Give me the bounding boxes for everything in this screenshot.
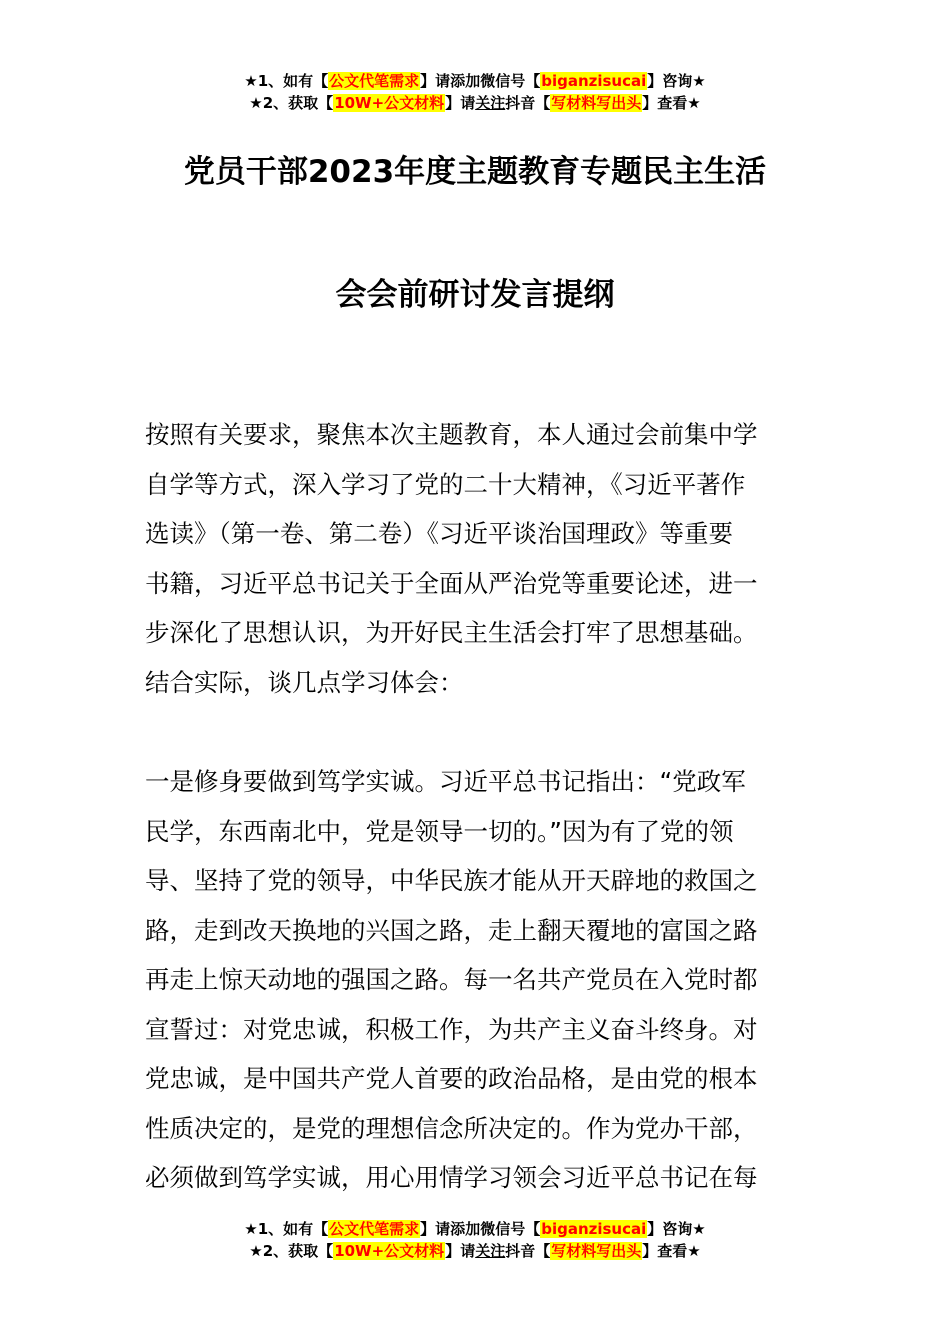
- banner-text: ★2、获取【: [249, 1242, 334, 1260]
- text-line: 必须做到笃学实诚，用心用情学习领会习近平总书记在每: [145, 1163, 758, 1192]
- text-line: 一是修身要做到笃学实诚。习近平总书记指出：“党政军: [145, 767, 746, 796]
- footer-banner: [0, 1218, 950, 1262]
- paragraph-point-one: [145, 757, 810, 1203]
- banner-text: 抖音【: [505, 94, 551, 112]
- banner-text: 】请添: [420, 72, 466, 90]
- banner-text: 加: [465, 1220, 481, 1238]
- banner-line-1: [0, 70, 950, 92]
- banner-text: ★1、如有【: [244, 1220, 329, 1238]
- highlight-service: 公文代笔需求: [329, 1220, 420, 1238]
- paragraph-intro: [145, 410, 810, 707]
- banner-text: 】咨询★: [647, 1220, 706, 1238]
- banner-text: ★1、如有【: [244, 72, 329, 90]
- banner-text: 微信号【: [480, 1220, 541, 1238]
- banner-text: 】查看★: [642, 94, 701, 112]
- text-line: 按照有关要求，聚焦本次主题教育，本人通过会前集中学: [145, 420, 758, 449]
- banner-text: 关注: [475, 1242, 506, 1260]
- banner-line-2: [0, 92, 950, 114]
- text-line: 书籍，习近平总书记关于全面从严治党等重要论述，进一: [145, 568, 758, 598]
- highlight-wechat-id: biganzisucai: [541, 72, 647, 90]
- highlight-service: 公文代笔需求: [329, 72, 420, 90]
- banner-text: 关注: [475, 94, 506, 112]
- banner-text: 抖音【: [505, 1242, 551, 1260]
- header-banner: [0, 70, 950, 114]
- banner-text: 微信号【: [480, 72, 541, 90]
- highlight-wechat-id: biganzisucai: [541, 1220, 647, 1238]
- text-line: 路，走到改天换地的兴国之路，走上翻天覆地的富国之路: [145, 915, 758, 945]
- banner-text: ★2、获取【: [249, 94, 334, 112]
- text-line: 性质决定的，是党的理想信念所决定的。作为党办干部，: [145, 1113, 758, 1143]
- banner-text: 】请添: [420, 1220, 466, 1238]
- banner-text: 】请: [445, 94, 476, 112]
- highlight-materials: 10W+公文材料: [334, 1242, 445, 1260]
- document-title-line-1: 党员干部2023年度主题教育专题民主生活: [183, 154, 767, 190]
- text-line: 再走上惊天动地的强国之路。每一名共产党员在入党时都: [145, 965, 758, 994]
- banner-text: 加: [465, 72, 481, 90]
- text-line: 导、坚持了党的领导，中华民族才能从开天辟地的救国之: [145, 866, 758, 895]
- banner-text: 】咨询★: [647, 72, 706, 90]
- highlight-douyin-account: 写材料写出头: [551, 1242, 642, 1260]
- highlight-materials: 10W+公文材料: [334, 94, 445, 112]
- text-line: 党忠诚，是中国共产党人首要的政治品格，是由党的根本: [145, 1064, 758, 1093]
- banner-line-1: [0, 1218, 950, 1240]
- text-line: 民学，东西南北中，党是领导一切的。”因为有了党的领: [145, 816, 734, 846]
- banner-text: 】请: [445, 1242, 476, 1260]
- text-line: 自学等方式，深入学习了党的二十大精神，《习近平著作: [145, 469, 746, 499]
- banner-text: 】查看★: [642, 1242, 701, 1260]
- text-line: 宣誓过：对党忠诚，积极工作，为共产主义奋斗终身。对: [145, 1014, 758, 1044]
- text-line: 选读》（第一卷、第二卷）《习近平谈治国理政》等重要: [145, 519, 733, 548]
- highlight-douyin-account: 写材料写出头: [551, 94, 642, 112]
- text-line: 结合实际，谈几点学习体会：: [145, 667, 464, 697]
- text-line: 步深化了思想认识，为开好民主生活会打牢了思想基础。: [145, 618, 758, 647]
- document-title-line-2: 会会前研讨发言提纲: [335, 277, 615, 313]
- banner-line-2: [0, 1240, 950, 1262]
